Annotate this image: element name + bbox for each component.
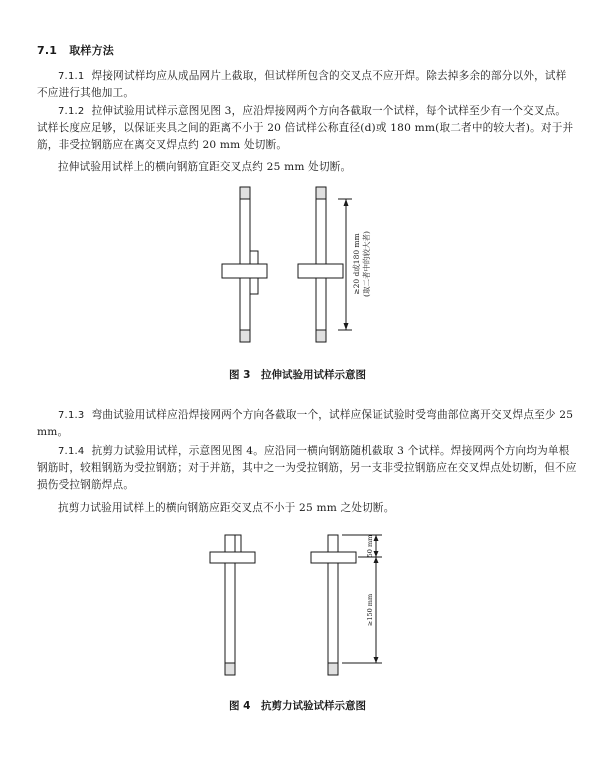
clause-number: 7.1.2 (58, 106, 85, 117)
fig3-dim-label: ≥20 d或180 mm (352, 233, 361, 295)
fig3-dim-note: (取二者中的较大者) (362, 231, 371, 297)
section-number: 7.1 (37, 44, 58, 57)
clause-number: 7.1.3 (58, 410, 85, 421)
clause-text: 拉伸试验用试样上的横向钢筋宜距交叉点约 25 mm 处切断。 (58, 161, 352, 173)
clause-number: 7.1.4 (58, 446, 85, 457)
clause-text: 焊接网试样均应从成品网片上截取，但试样所包含的交叉点不应开焊。除去掉多余的部分以外，试样不应进行其他加工。 (37, 70, 567, 99)
clause-text: 拉伸试验用试样示意图见图 3，应沿焊接网两个方向各截取一个试样，每个试样至少有一个交叉点。试样长度应足够，以保证夹具之间的距离不小于 20 倍试样公称直径(d)或 180 mm(取二者中的较大者)。对于并筋，非受拉钢筋应在离交叉焊点约 20 mm 处切断。 (37, 105, 574, 151)
figure3-caption: 图 3 拉伸试验用试样示意图 (229, 369, 366, 381)
clause-text: 抗剪力试验用试样，示意图见图 4。应沿同一横向钢筋随机截取 3 个试样。焊接网两个方向均为单根钢筋时，较粗钢筋为受拉钢筋；对于并筋，其中之一为受拉钢筋，另一支非受拉钢筋应在交叉焊点处切断，但不应损伤受拉钢筋焊点。 (37, 445, 577, 491)
fig4-right-specimen (311, 535, 356, 675)
clause-text: 抗剪力试验用试样上的横向钢筋应距交叉点不小于 25 mm 之处切断。 (58, 502, 395, 514)
clause-7-1-4 (37, 443, 577, 494)
fig4-left-specimen (210, 535, 255, 675)
section-title: 取样方法 (69, 44, 114, 57)
clause-7-1-3 (37, 407, 577, 441)
clause-text: 弯曲试验用试样应沿焊接网两个方向各截取一个，试样应保证试验时受弯曲部位离开交叉焊点至少 25 mm。 (37, 409, 574, 438)
fig4-dim-top-label: 50 mm (366, 534, 374, 558)
fig4-dim-bottom-label: ≥150 mm (366, 593, 374, 627)
figure4-caption: 图 4 抗剪力试验试样示意图 (229, 700, 366, 712)
fig3-right-specimen (298, 187, 343, 342)
clause-7-1-4-note (37, 500, 577, 517)
clause-number: 7.1.1 (58, 71, 85, 82)
fig3-left-specimen (222, 187, 267, 342)
